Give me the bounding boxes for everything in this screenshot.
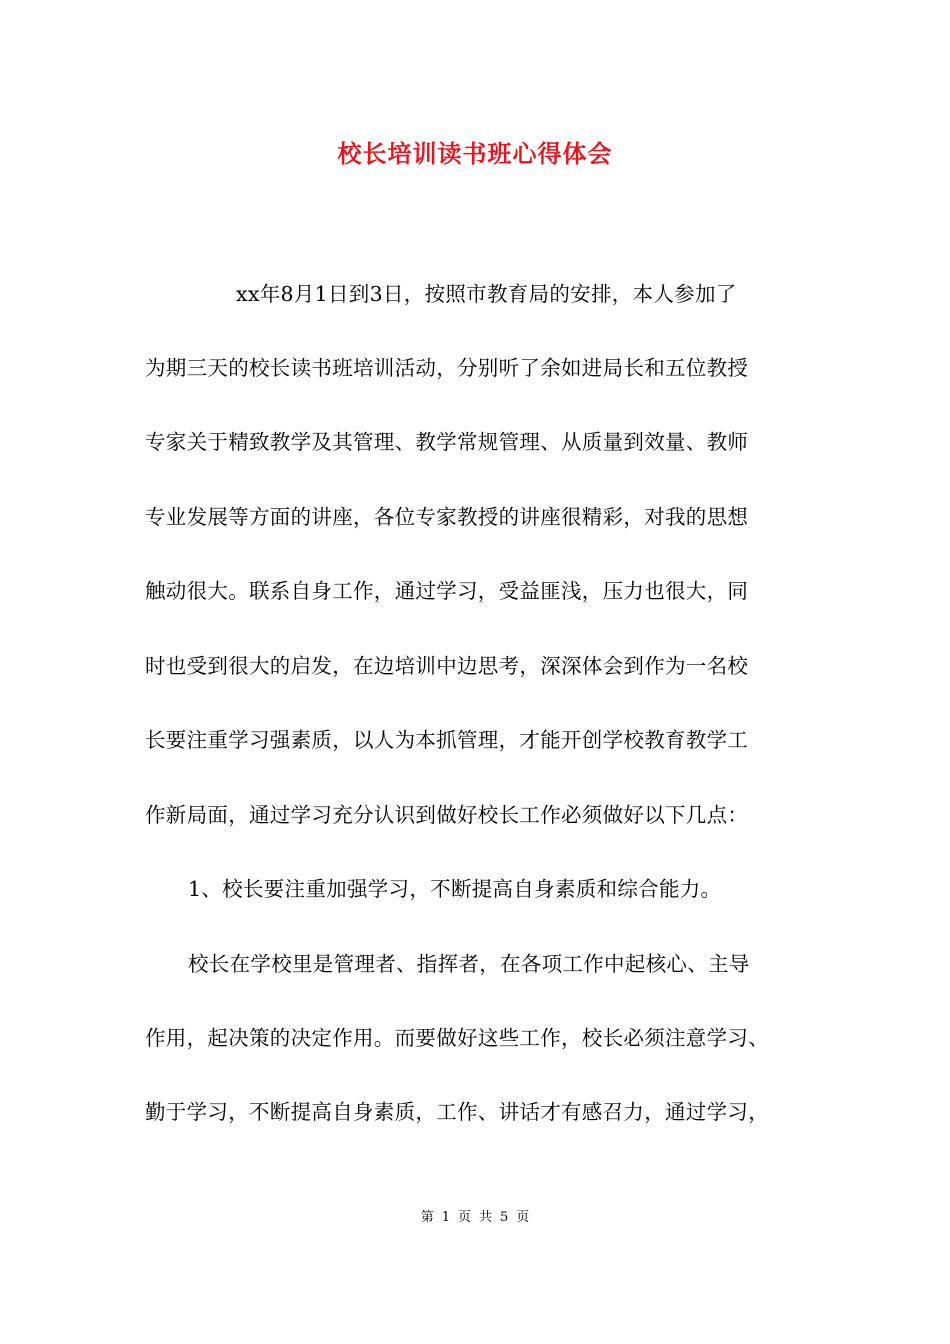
document-title: 校长培训读书班心得体会 <box>337 139 613 168</box>
paragraph-line: xx年8月1日到3日，按照市教育局的安排，本人参加了 <box>236 282 737 306</box>
paragraph-line: 作用，起决策的决定作用。而要做好这些工作，校长必须注意学习、 <box>145 1026 769 1050</box>
paragraph-line: 为期三天的校长读书班培训活动，分别听了余如进局长和五位教授 <box>145 356 749 380</box>
paragraph-line: 校长在学校里是管理者、指挥者，在各项工作中起核心、主导 <box>188 952 750 976</box>
footer-total-prefix: 共 <box>479 1210 493 1225</box>
paragraph-line: 勤于学习，不断提高自身素质，工作、讲话才有感召力，通过学习， <box>145 1100 769 1124</box>
paragraph-line: 作新局面，通过学习充分认识到做好校长工作必须做好以下几点： <box>145 803 749 827</box>
paragraph-line: 专业发展等方面的讲座，各位专家教授的讲座很精彩，对我的思想 <box>145 505 749 529</box>
footer-mid: 页 <box>457 1210 471 1225</box>
footer-suffix: 页 <box>516 1210 530 1225</box>
section-heading: 1、校长要注重加强学习，不断提高自身素质和综合能力。 <box>188 877 722 901</box>
page-footer <box>0 1208 950 1228</box>
footer-total-pages: 5 <box>500 1210 509 1225</box>
paragraph-line: 触动很大。联系自身工作，通过学习，受益匪浅，压力也很大，同 <box>145 579 749 603</box>
paragraph-line: 长要注重学习强素质，以人为本抓管理，才能开创学校教育教学工 <box>145 728 749 752</box>
paragraph-line: 时也受到很大的启发，在边培训中边思考，深深体会到作为一名校 <box>145 654 749 678</box>
paragraph-line: 专家关于精致教学及其管理、教学常规管理、从质量到效量、教师 <box>145 430 749 454</box>
footer-prefix: 第 <box>420 1210 434 1225</box>
footer-page-number: 1 <box>441 1210 450 1225</box>
